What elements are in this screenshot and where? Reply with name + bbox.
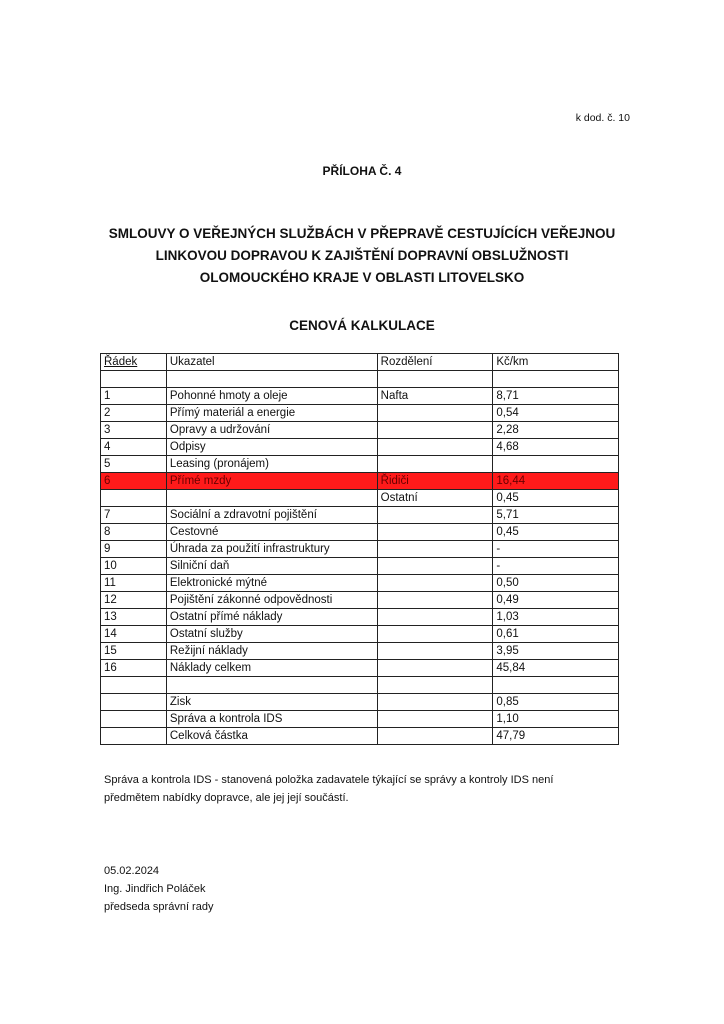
split-cell <box>377 728 493 745</box>
price-cell: 4,68 <box>493 439 619 456</box>
table-row <box>101 456 619 473</box>
main-title <box>0 223 724 289</box>
price-cell: 45,84 <box>493 660 619 677</box>
table-row <box>101 609 619 626</box>
price-cell: 1,10 <box>493 711 619 728</box>
signature-name: Ing. Jindřich Poláček <box>104 883 206 895</box>
table-row <box>101 592 619 609</box>
row-number-cell: 14 <box>101 626 167 643</box>
price-cell: 0,61 <box>493 626 619 643</box>
price-cell: 0,45 <box>493 524 619 541</box>
column-header-row-number: Řádek <box>101 354 167 371</box>
price-cell: 0,49 <box>493 592 619 609</box>
calculation-title: CENOVÁ KALKULACE <box>289 318 435 333</box>
row-number-cell <box>101 728 167 745</box>
split-cell <box>377 643 493 660</box>
indicator-cell: Odpisy <box>166 439 377 456</box>
signature-date: 05.02.2024 <box>104 865 160 877</box>
table-row <box>101 643 619 660</box>
indicator-cell: Režijní náklady <box>166 643 377 660</box>
table-header-row <box>101 354 619 371</box>
row-number-cell: 6 <box>101 473 167 490</box>
split-cell <box>377 694 493 711</box>
row-number-cell <box>101 371 167 388</box>
indicator-cell: Zisk <box>166 694 377 711</box>
row-number-cell: 3 <box>101 422 167 439</box>
indicator-cell: Náklady celkem <box>166 660 377 677</box>
indicator-cell: Správa a kontrola IDS <box>166 711 377 728</box>
split-cell <box>377 626 493 643</box>
indicator-cell: Úhrada za použití infrastruktury <box>166 541 377 558</box>
table-row <box>101 558 619 575</box>
indicator-cell: Cestovné <box>166 524 377 541</box>
split-cell <box>377 507 493 524</box>
price-cell: 1,03 <box>493 609 619 626</box>
footnote-line: předmětem nabídky dopravce, ale jej její součástí. <box>104 792 349 804</box>
row-number-cell: 9 <box>101 541 167 558</box>
price-cell: - <box>493 558 619 575</box>
row-number-cell <box>101 490 167 507</box>
row-number-cell: 10 <box>101 558 167 575</box>
indicator-cell: Elektronické mýtné <box>166 575 377 592</box>
row-number-cell: 7 <box>101 507 167 524</box>
table-row <box>101 626 619 643</box>
split-cell <box>377 575 493 592</box>
price-cell: 0,85 <box>493 694 619 711</box>
split-cell <box>377 405 493 422</box>
price-cell: 8,71 <box>493 388 619 405</box>
row-number-cell: 11 <box>101 575 167 592</box>
table-row <box>101 541 619 558</box>
table-row <box>101 728 619 745</box>
indicator-cell: Ostatní přímé náklady <box>166 609 377 626</box>
split-cell <box>377 371 493 388</box>
signature-role: předseda správní rady <box>104 901 214 913</box>
price-cell <box>493 456 619 473</box>
row-number-cell: 16 <box>101 660 167 677</box>
split-cell <box>377 439 493 456</box>
split-cell <box>377 558 493 575</box>
footnote-line: Správa a kontrola IDS - stanovená položka zadavatele týkající se správy a kontroly IDS není <box>104 774 554 786</box>
column-header-indicator: Ukazatel <box>166 354 377 371</box>
row-number-cell: 5 <box>101 456 167 473</box>
split-cell <box>377 711 493 728</box>
table-row <box>101 371 619 388</box>
row-number-cell <box>101 711 167 728</box>
price-cell: 47,79 <box>493 728 619 745</box>
indicator-cell: Pohonné hmoty a oleje <box>166 388 377 405</box>
split-cell <box>377 592 493 609</box>
price-cell <box>493 371 619 388</box>
indicator-cell: Přímé mzdy <box>166 473 377 490</box>
table-row <box>101 388 619 405</box>
table-row <box>101 524 619 541</box>
row-number-cell: 13 <box>101 609 167 626</box>
price-cell: 3,95 <box>493 643 619 660</box>
main-title-line: LINKOVOU DOPRAVOU K ZAJIŠTĚNÍ DOPRAVNÍ OBSLUŽNOSTI <box>155 248 569 263</box>
table-row <box>101 677 619 694</box>
table-row <box>101 439 619 456</box>
split-cell: Nafta <box>377 388 493 405</box>
row-number-cell: 1 <box>101 388 167 405</box>
indicator-cell <box>166 490 377 507</box>
price-cell: 0,54 <box>493 405 619 422</box>
split-cell <box>377 456 493 473</box>
price-cell: 16,44 <box>493 473 619 490</box>
split-cell <box>377 541 493 558</box>
table-row <box>101 694 619 711</box>
row-number-cell: 2 <box>101 405 167 422</box>
column-header-split: Rozdělení <box>377 354 493 371</box>
indicator-cell <box>166 371 377 388</box>
split-cell <box>377 422 493 439</box>
footnote <box>104 771 604 807</box>
indicator-cell: Sociální a zdravotní pojištění <box>166 507 377 524</box>
indicator-cell: Leasing (pronájem) <box>166 456 377 473</box>
table-row <box>101 422 619 439</box>
indicator-cell <box>166 677 377 694</box>
reference-label: k dod. č. 10 <box>575 112 630 124</box>
row-number-cell <box>101 694 167 711</box>
row-number-cell: 8 <box>101 524 167 541</box>
price-cell: - <box>493 541 619 558</box>
split-cell <box>377 524 493 541</box>
price-cell: 5,71 <box>493 507 619 524</box>
indicator-cell: Přímý materiál a energie <box>166 405 377 422</box>
price-cell <box>493 677 619 694</box>
table-row <box>101 405 619 422</box>
row-number-cell <box>101 677 167 694</box>
table-row <box>101 660 619 677</box>
table-row <box>101 575 619 592</box>
table-row <box>101 473 619 490</box>
annex-title: PŘÍLOHA Č. 4 <box>322 164 402 178</box>
row-number-cell: 15 <box>101 643 167 660</box>
price-cell: 0,45 <box>493 490 619 507</box>
indicator-cell: Ostatní služby <box>166 626 377 643</box>
column-header-price-per-km: Kč/km <box>493 354 619 371</box>
split-cell: Ostatní <box>377 490 493 507</box>
indicator-cell: Silniční daň <box>166 558 377 575</box>
price-cell: 0,50 <box>493 575 619 592</box>
split-cell: Řidiči <box>377 473 493 490</box>
row-number-cell: 4 <box>101 439 167 456</box>
indicator-cell: Opravy a udržování <box>166 422 377 439</box>
split-cell <box>377 677 493 694</box>
signature-block <box>104 862 213 916</box>
table-row <box>101 711 619 728</box>
price-calculation-table <box>100 353 619 745</box>
split-cell <box>377 660 493 677</box>
split-cell <box>377 609 493 626</box>
indicator-cell: Pojištění zákonné odpovědnosti <box>166 592 377 609</box>
main-title-line: SMLOUVY O VEŘEJNÝCH SLUŽBÁCH V PŘEPRAVĚ CESTUJÍCÍCH VEŘEJNOU <box>108 226 616 241</box>
table-row <box>101 507 619 524</box>
table-body <box>101 371 619 745</box>
main-title-line: OLOMOUCKÉHO KRAJE V OBLASTI LITOVELSKO <box>199 270 525 285</box>
row-number-cell: 12 <box>101 592 167 609</box>
table-row <box>101 490 619 507</box>
indicator-cell: Celková částka <box>166 728 377 745</box>
price-cell: 2,28 <box>493 422 619 439</box>
